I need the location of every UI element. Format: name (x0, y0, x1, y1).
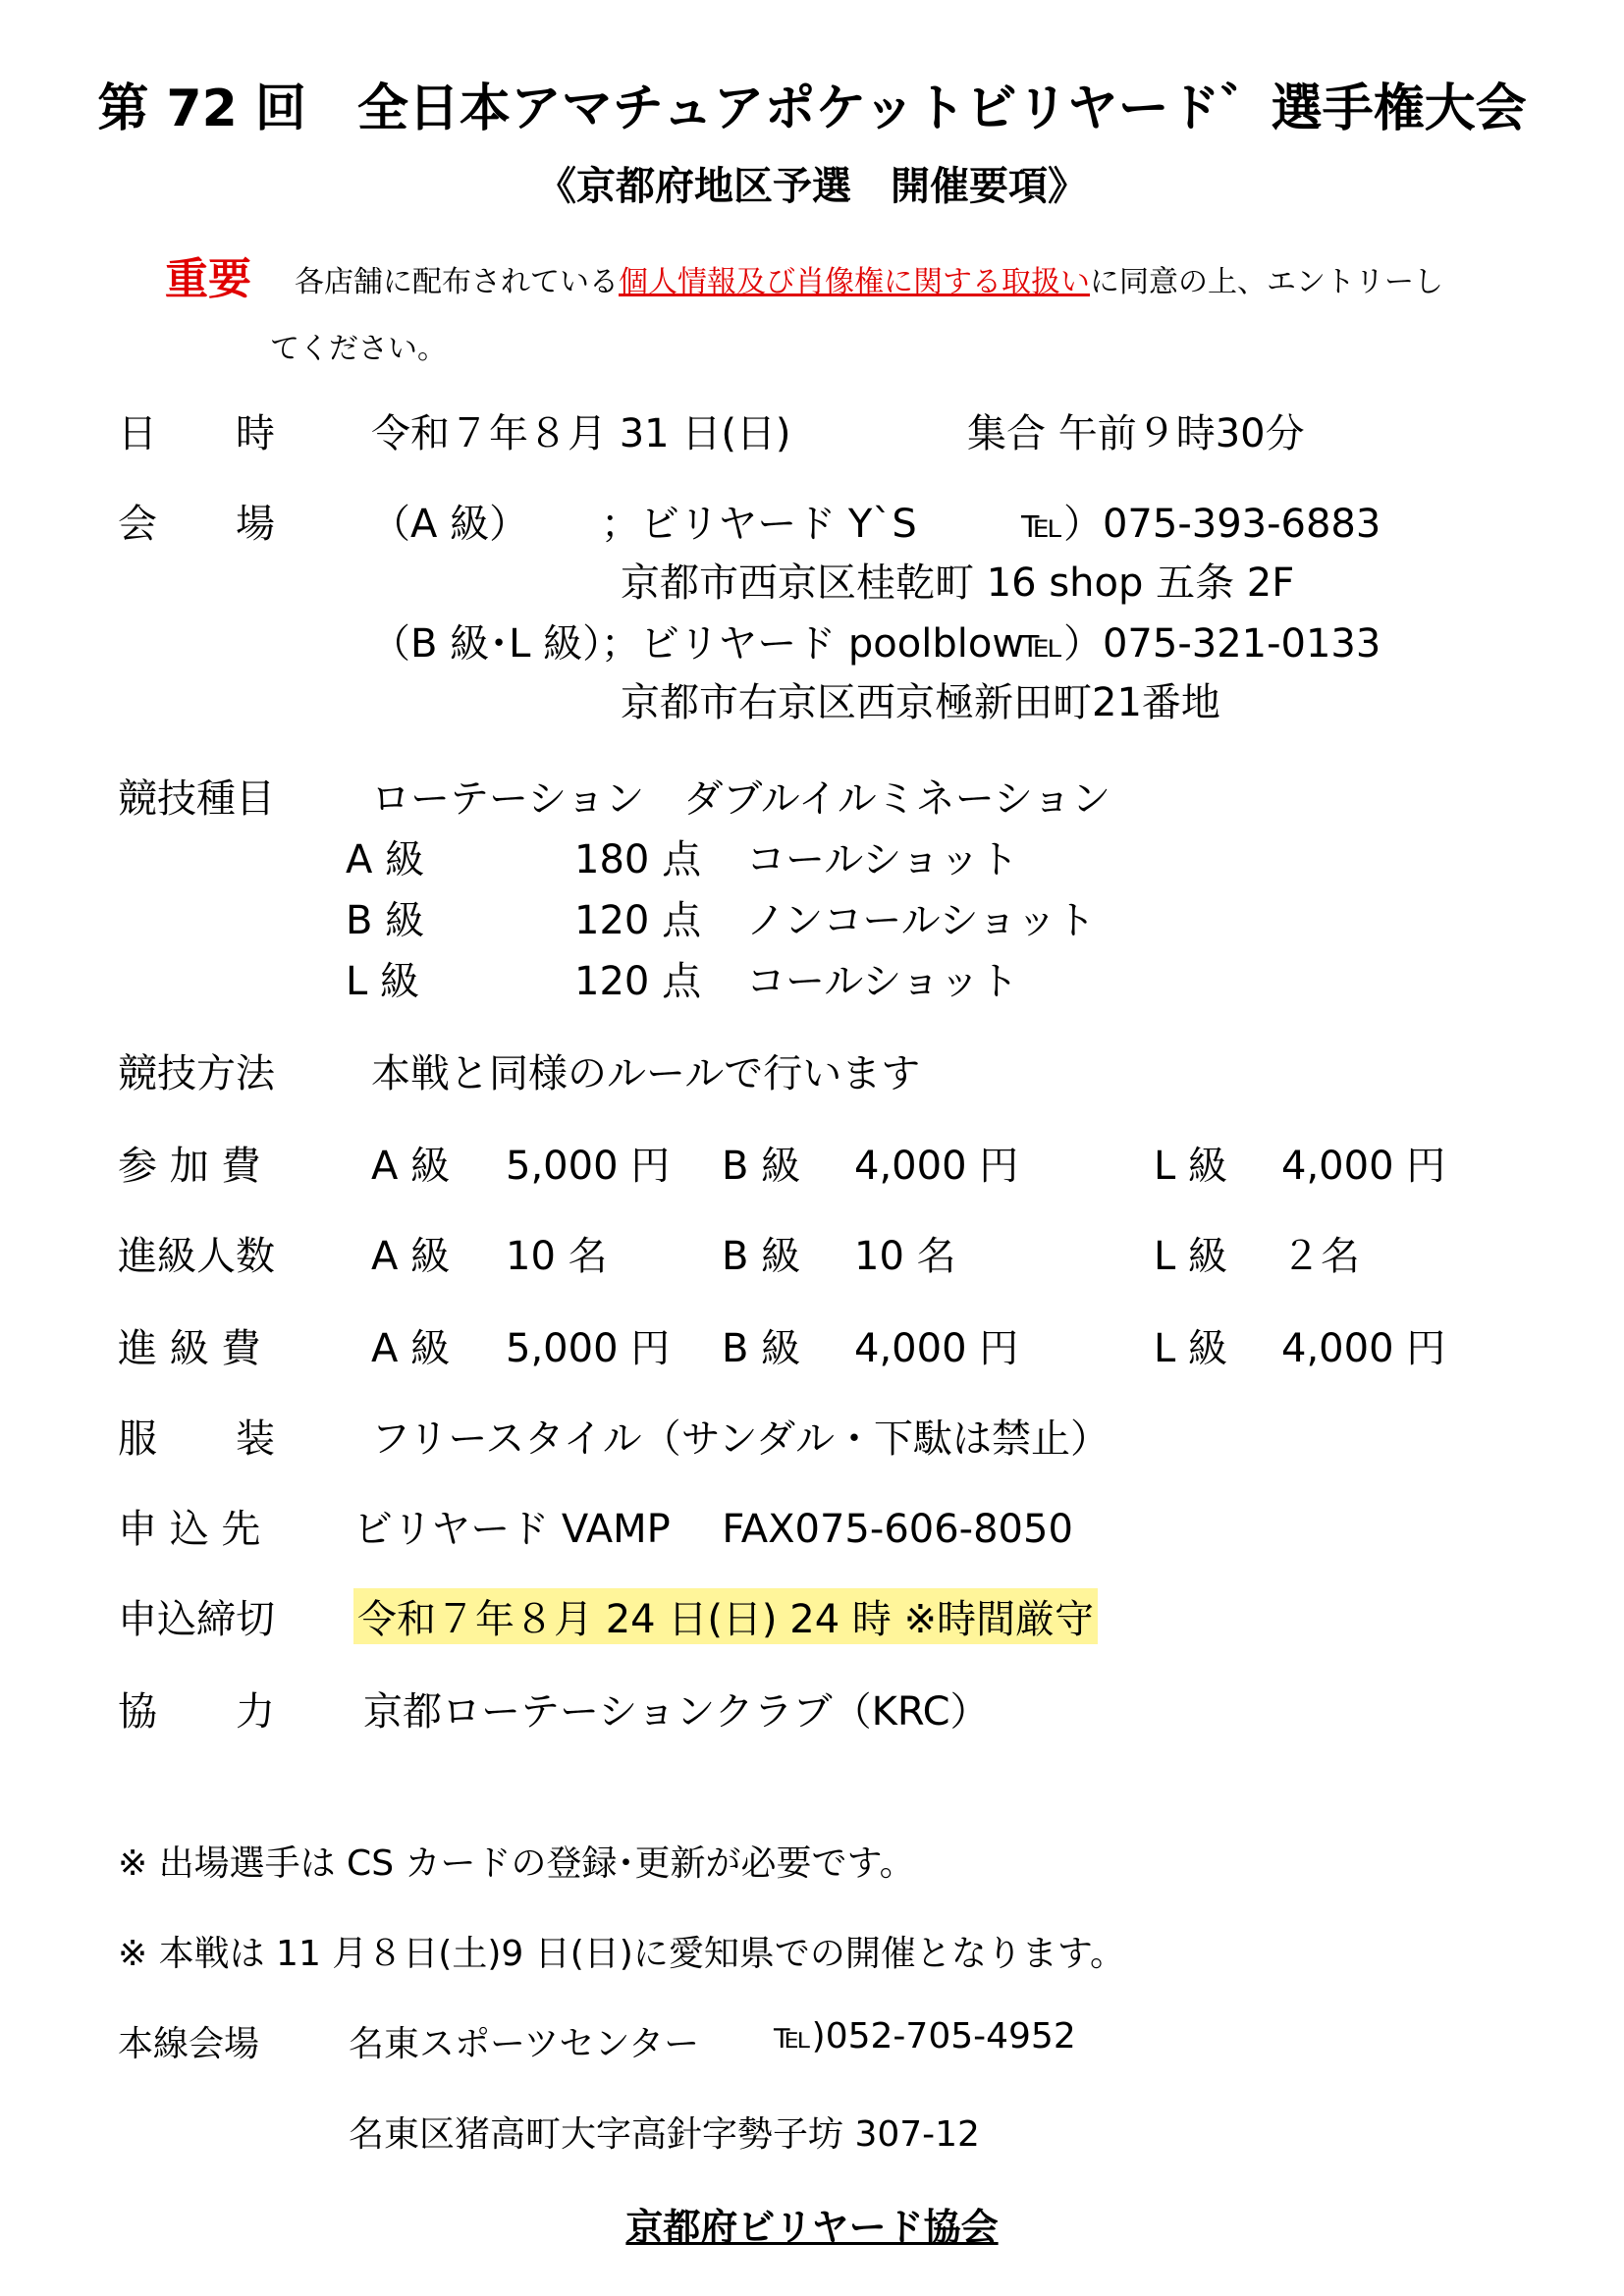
note-main-event: ※ 本戦は 11 月８日(土)9 日(日)に愛知県での開催となります。 (118, 1934, 1125, 1974)
venue-bl-name: ；ビリヤード poolblow (601, 621, 1025, 667)
deadline-text: 令和７年８月 24 日(日) 24 時 ※時間厳守 (353, 1588, 1098, 1644)
advance-fee-b-class: B 級 (722, 1326, 801, 1371)
events-label: 競技種目 (118, 776, 275, 822)
important-text-before: 各店舗に配布されている (295, 265, 619, 299)
method-text: 本戦と同様のルールで行います (371, 1051, 921, 1096)
main-venue-address: 名東区猪高町大字高針字勢子坊 307-12 (349, 2114, 980, 2155)
page-subtitle: 《京都府地区予選 開催要項》 (537, 164, 1087, 209)
page-title: 第 72 回 全日本アマチュアポケットビリヤード゛選手権大会 (97, 80, 1527, 138)
datetime-label: 日 時 (118, 411, 275, 456)
events-games: ローテーション ダブルイルミネーション (371, 776, 1111, 822)
important-text-after: に同意の上、エントリーし (1090, 265, 1443, 299)
events-row-b-rule: ノンコールショット (746, 898, 1096, 943)
advance-fee-l-value: 4,000 円 (1281, 1326, 1446, 1371)
qualifiers-a-class: A 級 (371, 1234, 451, 1279)
venue-a-address: 京都市西京区桂乾町 16 shop 五条 2F (621, 561, 1295, 606)
apply-to-text: ビリヤード VAMP FAX075-606-8050 (353, 1507, 1073, 1552)
venue-label: 会 場 (118, 502, 275, 547)
venue-bl-class: （B 級･L 級） (371, 621, 623, 667)
venue-bl-address: 京都市右京区西京極新田町21番地 (621, 680, 1220, 725)
qualifiers-l-value: ２名 (1281, 1234, 1360, 1279)
entry-fee-b-class: B 級 (722, 1144, 801, 1189)
qualifiers-b-class: B 級 (722, 1234, 801, 1279)
entry-fee-label: 参 加 費 (118, 1144, 261, 1189)
events-row-b-points: 120 点 (574, 898, 702, 943)
events-row-b-class: B 級 (346, 898, 425, 943)
events-row-a-points: 180 点 (574, 837, 702, 882)
qualifiers-a-value: 10 名 (506, 1234, 608, 1279)
cooperation-text: 京都ローテーションクラブ（KRC） (363, 1689, 990, 1735)
main-venue-tel: ℡)052-705-4952 (774, 2016, 1076, 2056)
advance-fee-l-class: L 級 (1154, 1326, 1227, 1371)
qualifiers-b-value: 10 名 (854, 1234, 956, 1279)
entry-fee-l-value: 4,000 円 (1281, 1144, 1446, 1189)
venue-a-tel: ℡）075-393-6883 (1021, 502, 1381, 547)
qualifiers-label: 進級人数 (118, 1234, 275, 1279)
entry-fee-l-class: L 級 (1154, 1144, 1227, 1189)
venue-a-name: ；ビリヤード Y`S (601, 502, 917, 547)
entry-fee-a-class: A 級 (371, 1144, 451, 1189)
events-row-l-rule: コールショット (746, 959, 1019, 1004)
events-row-l-class: L 級 (346, 959, 419, 1004)
entry-fee-b-value: 4,000 円 (854, 1144, 1019, 1189)
attire-text: フリースタイル（サンダル・下駄は禁止） (371, 1416, 1110, 1462)
method-label: 競技方法 (118, 1051, 275, 1096)
venue-bl-tel: ℡）075-321-0133 (1021, 621, 1381, 667)
advance-fee-a-value: 5,000 円 (506, 1326, 671, 1371)
entry-fee-a-value: 5,000 円 (506, 1144, 671, 1189)
attire-label: 服 装 (118, 1416, 275, 1462)
datetime-date: 令和７年８月 31 日(日) (371, 411, 791, 456)
advance-fee-a-class: A 級 (371, 1326, 451, 1371)
venue-a-class: （A 級） (371, 502, 529, 547)
main-venue-name: 名東スポーツセンター (349, 2024, 700, 2064)
advance-fee-label: 進 級 費 (118, 1326, 261, 1371)
deadline-label: 申込締切 (118, 1597, 275, 1642)
datetime-assembly: 集合 午前９時30分 (967, 411, 1305, 456)
important-text (295, 257, 1443, 300)
events-row-a-rule: コールショット (746, 837, 1019, 882)
cooperation-label: 協 力 (118, 1689, 275, 1735)
events-row-a-class: A 級 (346, 837, 425, 882)
important-label: 重要 (165, 254, 251, 304)
qualifiers-l-class: L 級 (1154, 1234, 1227, 1279)
privacy-policy-link[interactable]: 個人情報及び肖像権に関する取扱い (619, 265, 1090, 299)
main-venue-label: 本線会場 (118, 2024, 260, 2064)
apply-to-label: 申 込 先 (118, 1507, 261, 1552)
footer-organization: 京都府ビリヤード協会 (625, 2206, 999, 2249)
important-text-line2: てください。 (270, 332, 447, 366)
events-row-l-points: 120 点 (574, 959, 702, 1004)
advance-fee-b-value: 4,000 円 (854, 1326, 1019, 1371)
note-cs-card: ※ 出場選手は CS カードの登録･更新が必要です。 (118, 1843, 915, 1884)
